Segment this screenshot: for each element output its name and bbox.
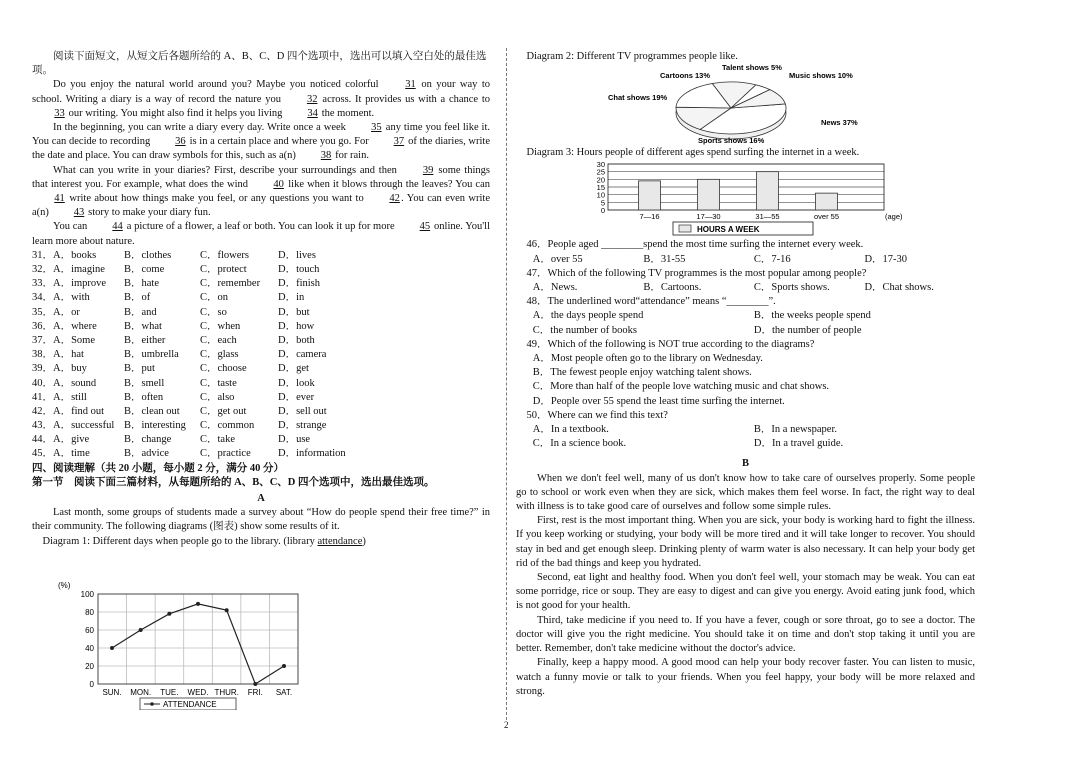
- legend-label: HOURS A WEEK: [697, 225, 760, 235]
- option-choice: D．camera: [278, 349, 327, 361]
- option-choice: C．choose: [200, 363, 247, 375]
- x-axis-label: (age): [885, 212, 903, 222]
- option-row: [32, 447, 490, 461]
- slice-label: Cartoons 13%: [660, 71, 711, 81]
- answer-blank: 39: [422, 164, 434, 176]
- legend: [673, 222, 813, 235]
- diagram2-caption: Diagram 2: Different TV programmes people like.: [526, 51, 738, 62]
- data-point: [196, 602, 200, 606]
- right-column: [516, 50, 975, 699]
- legend-marker: [150, 702, 154, 706]
- bar: [639, 181, 661, 210]
- option-choice: C．so: [200, 306, 227, 318]
- x-tick-label: WED.: [187, 688, 209, 697]
- column-divider: [506, 48, 507, 720]
- option-row: [32, 263, 490, 277]
- option-choice: B．put: [124, 363, 155, 375]
- slice-label: Music shows 10%: [789, 71, 853, 81]
- cloze-passage: [32, 78, 490, 248]
- option-row: [32, 433, 490, 447]
- passage-text: our writing. You might also find it helps you living: [66, 107, 286, 119]
- option-choice: D．lives: [278, 249, 316, 261]
- option-choice: A．In a textbook.: [532, 424, 609, 436]
- option-choice: D．In a travel guide.: [753, 438, 844, 450]
- option-choice: D．sell out: [278, 405, 327, 417]
- x-tick-label: FRI.: [247, 688, 263, 697]
- option-choice: 35．A．or: [32, 306, 80, 318]
- option-choice: 33．A．improve: [32, 278, 107, 290]
- option-choice: B．The fewest people enjoy watching talent shows.: [532, 367, 752, 379]
- question-stem: 46．People aged ________spend the most time surfing the internet every week.: [526, 239, 864, 251]
- diagram1-caption-text: Diagram 1: Different days when people go to the library. (library: [42, 535, 318, 547]
- option-row: [32, 249, 490, 263]
- answer-blank: 34: [307, 107, 318, 119]
- option-choice: D．ever: [278, 391, 315, 403]
- option-choice: 42．A．find out: [32, 405, 105, 417]
- option-choice: 44．A．give: [32, 434, 90, 446]
- x-tick-label: 17—30: [696, 212, 721, 222]
- y-tick-label: 80: [85, 608, 94, 617]
- pie-chart-tv: [606, 64, 906, 146]
- question-stem: 50．Where can we find this text?: [526, 409, 668, 421]
- option-choice: B．In a newspaper.: [753, 424, 838, 436]
- passage-text: Do you enjoy the natural world around you? Maybe you noticed colorful: [53, 79, 383, 91]
- section-title: 四、阅读理解（共 20 小题，每小题 2 分，满分 40 分）: [32, 462, 284, 474]
- option-row: [32, 334, 490, 348]
- option-choice: D．get: [278, 363, 309, 375]
- passage-text: a picture of a flower, a leaf or both. You can look it up for more: [124, 221, 398, 233]
- passage-text: any time you feel like it. You can decide to recording: [32, 122, 490, 148]
- y-tick-label: 15: [596, 183, 605, 193]
- option-choice: 37．A．Some: [32, 334, 95, 346]
- part-b-paragraph: Finally, keep a happy mood. A good mood can help your body recover faster. You can listen to music, watch a funny movie or talk to your friends. When you feel happy, your body will be more relaxed and strong.: [516, 657, 975, 697]
- option-choice: D．in: [278, 292, 305, 304]
- option-choice: D．information: [278, 448, 346, 460]
- passage-text: some things that interest you. For example, what does the wind: [32, 164, 490, 190]
- y-tick-label: 10: [596, 191, 605, 201]
- option-choice: D．how: [278, 320, 315, 332]
- y-tick-label: 25: [596, 168, 605, 178]
- option-choice: D．the number of people: [753, 324, 862, 336]
- answer-blank: 44: [112, 221, 123, 233]
- option-choice: C．also: [200, 391, 235, 403]
- option-choice: C．Sports shows.: [753, 282, 830, 294]
- diagram1-caption-end: ): [362, 535, 366, 547]
- option-row: [32, 419, 490, 433]
- passage-text: across. It provides us with a chance to: [318, 93, 490, 105]
- part-b-paragraph: Second, eat light and healthy food. When you don't feel well, your stomach may be weak. You can eat some porridge, rice or soup. They are easy to digest and can give you energy. Avoid eating junk food, which is not good for your health.: [516, 572, 975, 612]
- question-stem: 48．The underlined word“attendance” means “________”.: [526, 296, 776, 308]
- answer-blank: 36: [175, 136, 186, 148]
- option-choice: B．hate: [124, 278, 159, 290]
- option-choice: D．both: [278, 334, 315, 346]
- option-choice: D．use: [278, 434, 311, 446]
- option-row: [32, 291, 490, 305]
- option-choice: D．strange: [278, 420, 327, 432]
- y-tick-label: 60: [85, 626, 94, 635]
- option-choice: 45．A．time: [32, 448, 90, 460]
- option-row: [32, 320, 490, 334]
- option-choice: C．practice: [200, 448, 251, 460]
- option-row: [516, 309, 975, 323]
- bar: [698, 180, 720, 211]
- option-row: [32, 391, 490, 405]
- option-choice: D．finish: [278, 278, 320, 290]
- attendance-line: [112, 604, 284, 684]
- option-choice: 40．A．sound: [32, 377, 97, 389]
- passage-text: You can: [53, 221, 91, 233]
- option-row: [516, 437, 975, 451]
- option-choice: C．when: [200, 320, 241, 332]
- option-choice: A．News.: [532, 282, 578, 294]
- option-choice: B．often: [124, 391, 164, 403]
- passage-paragraph: [32, 78, 490, 121]
- option-choice: B．change: [124, 434, 172, 446]
- answer-blank: 33: [54, 107, 65, 119]
- option-choice: C．common: [200, 420, 255, 432]
- question-stem: 47．Which of the following TV programmes is the most popular among people?: [526, 267, 867, 279]
- x-tick-label: MON.: [130, 688, 152, 697]
- passage-text: for rain.: [332, 150, 369, 162]
- y-tick-label: 40: [85, 644, 94, 653]
- option-choice: 38．A．hat: [32, 349, 84, 361]
- passage-text: the moment.: [319, 107, 375, 119]
- y-tick-label: 30: [596, 160, 605, 170]
- option-choice: 36．A．where: [32, 320, 97, 332]
- option-choice: B．advice: [124, 448, 169, 460]
- x-tick-label: SUN.: [102, 688, 122, 697]
- legend-label: ATTENDANCE: [163, 700, 217, 709]
- cloze-options: [32, 249, 490, 462]
- option-choice: A．Most people often go to the library on Wednesday.: [532, 353, 763, 365]
- passage-paragraph: [32, 121, 490, 164]
- passage-text: In the beginning, you can write a diary every day. Write once a week: [53, 122, 349, 134]
- part-b-paragraph: First, rest is the most important thing. When you are sick, your body is working hard to fight the illness. If you keep working or studying, your body will be more tired and it will take longer to recover. You should stay in bed and get enough sleep. Drinking plenty of warm water is also necessary. It can help your body get rid of the bad things and keep you hydrated.: [516, 515, 975, 569]
- passage-text: What can you write in your diaries? First, describe your surroundings and then: [53, 164, 401, 176]
- option-choice: C．each: [200, 334, 237, 346]
- y-tick-label: 0: [89, 680, 94, 689]
- option-choice: A．the days people spend: [532, 310, 644, 322]
- x-tick-label: TUE.: [160, 688, 179, 697]
- option-choice: D．Chat shows.: [864, 282, 934, 294]
- part-b-paragraph: When we don't feel well, many of us don't know how to take care of ourselves properly. Some people go to school or work even when they are sick, which makes them feel worse. In fact, the right way to deal with illness is to take good care of ourselves and follow some simple rules.: [516, 472, 975, 513]
- diagram1-caption: [32, 535, 490, 549]
- answer-blank: 32: [306, 93, 318, 105]
- answer-blank: 43: [73, 207, 85, 219]
- answer-blank: 42: [389, 193, 400, 205]
- y-tick-label: 20: [596, 175, 605, 185]
- option-choice: B．what: [124, 320, 162, 332]
- option-choice: C．remember: [200, 278, 261, 290]
- y-tick-label: 100: [80, 590, 94, 599]
- passage-paragraph: [32, 220, 490, 248]
- option-choice: 34．A．with: [32, 292, 90, 304]
- passage-text: story to make your diary fun.: [85, 207, 211, 219]
- page-number: 2: [504, 720, 509, 730]
- answer-blank: 38: [320, 150, 332, 162]
- passage-text: on your way to school. Writing a diary is a way of record the nature you: [32, 79, 490, 105]
- passage-text: of the diaries, write the date and place. You can draw symbols for this, such as a(n): [32, 136, 490, 162]
- x-tick-label: THUR.: [214, 688, 239, 697]
- answer-blank: 35: [371, 122, 382, 134]
- option-choice: B．the weeks people spend: [753, 310, 871, 322]
- option-row: [32, 277, 490, 291]
- cloze-instructions: 阅读下面短文，从短文后各题所给的 A、B、C、D 四个选项中，选出可以填入空白处的最佳选项。: [32, 51, 487, 77]
- answer-blank: 45: [419, 221, 431, 233]
- attendance-underlined: attendance: [317, 535, 363, 547]
- option-choice: 43．A．successful: [32, 420, 115, 432]
- option-choice: C．More than half of the people love watching music and chat shows.: [532, 381, 830, 393]
- option-choice: B．31-55: [643, 253, 686, 265]
- x-tick-label: over 55: [813, 212, 840, 222]
- data-point: [225, 608, 229, 612]
- option-choice: 39．A．buy: [32, 363, 87, 375]
- slice-label: Chat shows 19%: [608, 93, 668, 103]
- data-point: [110, 646, 114, 650]
- answer-blank: 40: [273, 178, 284, 190]
- answer-blank: 37: [393, 136, 405, 148]
- passage-text: online. You'll learn more about nature.: [32, 221, 490, 247]
- plot-frame: [98, 594, 298, 684]
- passage-text: . You can even write a(n): [32, 193, 491, 219]
- y-tick-label: 20: [85, 662, 94, 671]
- part-b-heading: B: [741, 458, 749, 470]
- left-column: [32, 50, 491, 709]
- option-choice: D．17-30: [864, 253, 908, 265]
- option-choice: 41．A．still: [32, 391, 87, 403]
- data-point: [139, 628, 143, 632]
- option-choice: B．clothes: [124, 249, 172, 261]
- answer-blank: 31: [405, 79, 416, 91]
- option-row: [32, 348, 490, 362]
- passage-paragraph: [32, 164, 490, 221]
- option-choice: C．flowers: [200, 249, 249, 261]
- legend-swatch: [679, 225, 691, 232]
- option-choice: C．glass: [200, 349, 239, 361]
- y-tick-label: 0: [600, 206, 605, 216]
- option-choice: B．smell: [124, 377, 165, 389]
- option-choice: C．get out: [200, 405, 247, 417]
- y-axis-label: (%): [58, 581, 71, 590]
- part-a-heading: A: [257, 493, 265, 505]
- option-choice: B．either: [124, 334, 166, 346]
- option-choice: D．touch: [278, 264, 320, 276]
- option-choice: B．of: [124, 292, 151, 304]
- option-row: [32, 306, 490, 320]
- option-row: [516, 253, 975, 267]
- x-tick-label: SAT.: [275, 688, 293, 697]
- line-chart-library: [52, 580, 312, 710]
- passage-text: like when it blows through the leaves? You can: [285, 178, 490, 190]
- option-row: [516, 324, 975, 338]
- question-stem: 49．Which of the following is NOT true according to the diagrams?: [526, 338, 815, 350]
- y-tick-label: 5: [600, 198, 605, 208]
- passage-text: is in a certain place and where you go. For: [186, 136, 372, 148]
- option-choice: D．People over 55 spend the least time surfing the internet.: [532, 395, 785, 407]
- option-choice: C．take: [200, 434, 235, 446]
- x-tick-label: 31—55: [755, 212, 780, 222]
- part-b-paragraph: Third, take medicine if you need to. If you have a fever, cough or sore throat, go to see a doctor. The doctor will give you the right medicine. You should take it on time and don't stop taking it until you are better. Remember, don't take medicine without the doctor's advice.: [516, 614, 975, 655]
- slice-label: News 37%: [821, 118, 858, 128]
- data-point: [282, 664, 286, 668]
- part-b-passage: [516, 472, 975, 699]
- bar: [816, 194, 838, 211]
- answer-blank: 41: [54, 193, 65, 205]
- option-row: [32, 405, 490, 419]
- option-choice: A．over 55: [532, 253, 583, 265]
- bar-chart-internet: [586, 160, 906, 238]
- option-choice: C．protect: [200, 264, 247, 276]
- part-a-intro: Last month, some groups of students made a survey about “How do people spend their free time?” in their community. The following diagrams (图表) show some results of it.: [32, 507, 490, 533]
- bar: [757, 172, 779, 210]
- passage-text: write about how things make you feel, or any questions you want to: [66, 193, 368, 205]
- option-choice: B．clean out: [124, 405, 180, 417]
- option-choice: B．come: [124, 264, 165, 276]
- slice-label: Talent shows 5%: [722, 64, 782, 73]
- option-choice: C．the number of books: [532, 324, 637, 336]
- subsection-title: 第一节 阅读下面三篇材料，从每题所给的 A、B、C、D 四个选项中，选出最佳选项。: [32, 476, 435, 488]
- option-choice: C．taste: [200, 377, 237, 389]
- data-point: [253, 682, 257, 686]
- option-row: [516, 281, 975, 295]
- option-choice: C．on: [200, 292, 229, 304]
- option-choice: B．umbrella: [124, 349, 179, 361]
- data-point: [167, 612, 171, 616]
- option-row: [32, 362, 490, 376]
- diagram3-caption: Diagram 3: Hours people of different ages spend surfing the internet in a week.: [526, 147, 860, 159]
- option-choice: B．and: [124, 306, 157, 318]
- option-choice: 32．A．imagine: [32, 264, 105, 276]
- option-choice: B．Cartoons.: [643, 282, 702, 294]
- option-row: [32, 377, 490, 391]
- questions-46-50: [516, 238, 975, 451]
- option-choice: C．7-16: [753, 253, 791, 265]
- option-choice: B．interesting: [124, 420, 186, 432]
- option-choice: D．look: [278, 377, 315, 389]
- legend: [140, 698, 236, 710]
- option-choice: C．In a science book.: [532, 438, 627, 450]
- option-choice: 31．A．books: [32, 249, 97, 261]
- option-choice: D．but: [278, 306, 310, 318]
- x-tick-label: 7—16: [639, 212, 660, 222]
- slice-label: Sports shows 16%: [698, 136, 765, 146]
- option-row: [516, 423, 975, 437]
